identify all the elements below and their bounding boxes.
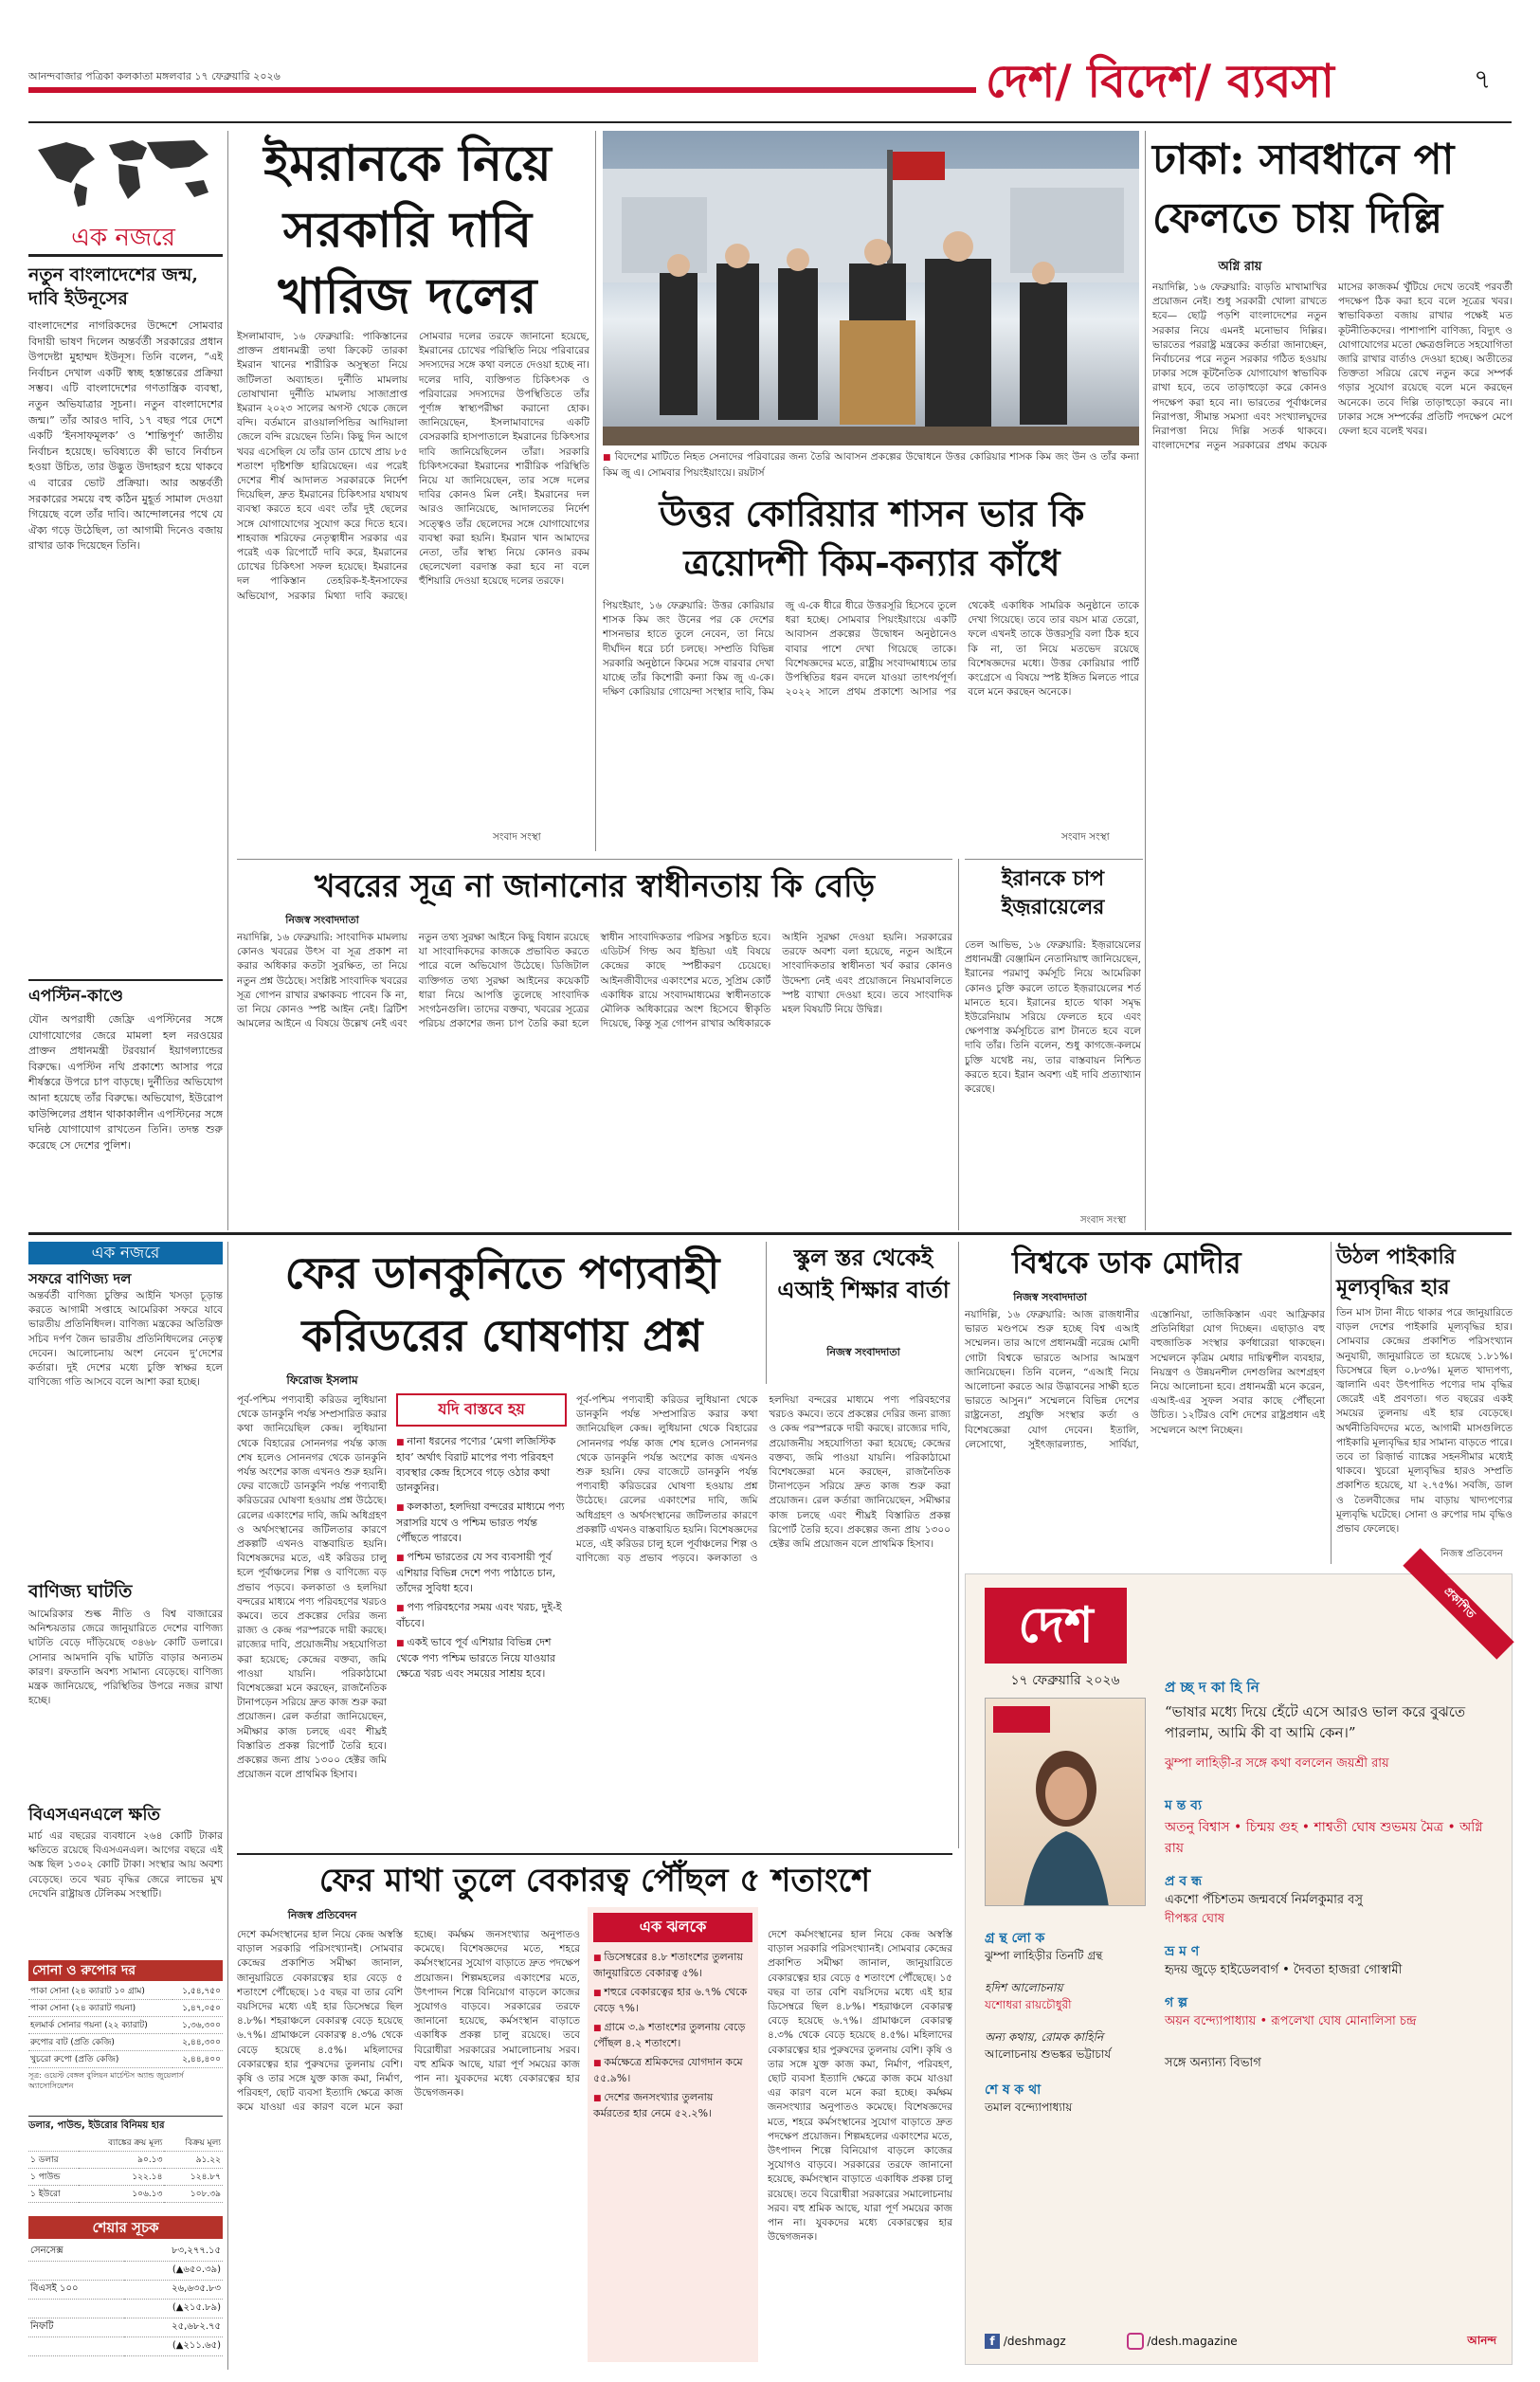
lead-headline: ইমরানকে নিয়ে সরকারি দাবি খারিজ দলের xyxy=(263,135,552,325)
iran-byline: সংবাদ সংস্থা xyxy=(1080,1215,1127,1226)
desh-sheshkatha-name: তমাল বন্দ্যোপাধ্যায় xyxy=(985,2100,1073,2114)
forex-row-buy: ৯০.১৩ xyxy=(79,2152,165,2169)
desh-galpa-names: অয়ন বন্দ্যোপাধ্যায় • রূপলেখা ঘোষ মোনালিসা চন্দ্র xyxy=(1165,2014,1417,2028)
jobs-rule xyxy=(237,1853,952,1855)
desh-published-badge: প্রকাশিত xyxy=(1403,1548,1513,1659)
jobs-box-item: ■ দেশের জনসংখ্যার তুলনায় কর্মরতের হার নেমে ৫২.২%। xyxy=(593,2090,752,2121)
jobs-box-item: ■ কর্মক্ষেত্রে শ্রমিকদের যোগদান কমে ৫৫.৯%। xyxy=(593,2055,752,2086)
desh-prabandha-text: একশো পঁচিশতম জন্মবর্ষে নির্মলকুমার বসু xyxy=(1165,1893,1363,1907)
masthead-rule xyxy=(28,87,976,93)
gold-row-value: ২,৪৪,৩০০ xyxy=(172,2034,223,2051)
trade-s3-body: মার্চ এর বছরের ব্যবধানে ২৬৪ কোটি টাকার ক্ষতিতে রয়েছে বিএসএনএল। আগের বছরে এই অঙ্ক ছিল ১৩০২ কোটি টাকা। সংস্থার আয় অবশ্য বেড়েছে। তবে খরচ বৃদ্ধির জেরে লাভের মুখ দেখেনি রাষ্ট্রায়ত্ত টেলিকম সংস্থাটি। xyxy=(28,1830,223,1900)
desh-logo: দেশ xyxy=(985,1588,1127,1664)
share-row xyxy=(28,2318,223,2337)
shares-table xyxy=(28,2243,223,2356)
page-divider xyxy=(28,1232,1512,1235)
iran-body: তেল আভিভ, ১৬ ফেব্রুয়ারি: ইজ়রায়েলের প্রধানমন্ত্রী বেঞ্জামিন নেতানিয়াহু জানিয়েছেন, ইরানের পরমাণু কর্মসূচি নিয়ে আমেরিকা কোনও চুক্তি করলে তাতে ইজ়রায়েলের শর্ত মানতে হবে। ইরানের হাতে থাকা সমৃদ্ধ ইউরেনিয়াম সরিয়ে ফেলতে হবে এবং ক্ষেপণাস্ত্র কর্মসূচিতে রাশ টানতে হবে বলে দাবি তাঁর। তিনি বলেন, শুধু কাগজে-কলমে চুক্তি যথেষ্ট নয়, তার বাস্তবায়ন নিশ্চিত করতে হবে। ইরান অবশ্য এই দাবি প্রত্যাখ্যান করেছে। xyxy=(965,939,1141,1096)
column-rule xyxy=(227,131,228,1230)
source-body: নয়াদিল্লি, ১৬ ফেব্রুয়ারি: সাংবাদিক মামলায় কোনও খবরের উৎস বা সূত্র প্রকাশ না করার অধিকার কতটা সুরক্ষিত, তা নিয়ে নতুন প্রশ্ন উঠেছে। সংশ্লিষ্ট সাংবাদিক খবরের সূত্র গোপন রাখার রক্ষাকবচ পাবেন কি না, তা নিয়ে কোনও স্পষ্ট আইন নেই। ব্রিটিশ আমলের আইনে এ বিষয়ে উল্লেখ নেই এবং নতুন তথ্য সুরক্ষা আইনে কিছু বিধান রয়েছে যা সাংবাদিকদের কাজকে প্রভাবিত করতে পারে বলে অভিযোগ উঠেছে। ডিজিটাল ব্যক্তিগত তথ্য সুরক্ষা আইনের কয়েকটি ধারা নিয়ে আপত্তি তুলেছে সাংবাদিক সংগঠনগুলি। তাদের বক্তব্য, খবরের সূত্রের পরিচয় প্রকাশের জন্য চাপ তৈরি করা হলে স্বাধীন সাংবাদিকতার পরিসর সঙ্কুচিত হবে। এডিটর্স গিল্ড অব ইন্ডিয়া এই বিষয়ে কেন্দ্রের কাছে স্পষ্টীকরণ চেয়েছে। আইনজীবীদের একাংশের মতে, সুপ্রিম কোর্ট একাধিক রায়ে সংবাদমাধ্যমের স্বাধীনতাকে মৌলিক অধিকারের অংশ হিসেবে স্বীকৃতি দিয়েছে, কিন্তু সূত্র গোপন রাখার অধিকারকে আইনি সুরক্ষা দেওয়া হয়নি। সরকারের তরফে অবশ্য বলা হয়েছে, নতুন আইনে সাংবাদিকতার স্বাধীনতা খর্ব করার কোনও উদ্দেশ্য নেই এবং প্রয়োজনে নিয়মাবলিতে স্পষ্ট ব্যাখ্যা দেওয়া হবে। তবে সাংবাদিক মহল বিষয়টি নিয়ে উদ্বিগ্ন। xyxy=(237,932,952,1030)
glance-story1-body: বাংলাদেশের নাগরিকদের উদ্দেশে সোমবার বিদায়ী ভাষণ দিলেন অন্তর্বর্তী সরকারের প্রধান উপদেষ্টা মুহাম্মদ ইউনূস। তিনি বলেন, “এই নির্বাচন দেখাল একটি স্বচ্ছ হস্তান্তরের প্রক্রিয়া সম্ভব। এটি বাংলাদেশের গণতান্ত্রিক ব্যবস্থা, নতুন অভিযাত্রার সূচনা। নতুন বাংলাদেশের জন্ম।” তাঁর আরও দাবি, ১৭ বছর পরে দেশে একটি ‘ইনসাফমূলক’ ও ‘শান্তিপূর্ণ’ জাতীয় নির্বাচন হয়েছে। ভবিষ্যতে কী ভাবে নির্বাচন হওয়া উচিত, তার উদ্ভুত উদাহরণ হয়ে থাকবে এ বারের ভোট প্রক্রিয়া। আর অন্তর্বর্তী সরকারের সময়ে বহু কঠিন মুহূর্ত সামাল দেওয়া গিয়েছে বলে তাঁর দাবি। আন্দোলনের পথে যে ঐক্য গড়ে উঠেছিল, তা আগামী দিনেও বজায় রাখার ডাক দিয়েছেন তিনি। xyxy=(28,319,223,553)
dhaka-author: অগ্নি রায় xyxy=(1218,260,1262,274)
desh-cover xyxy=(985,1698,1146,1906)
share-change-row xyxy=(28,2262,223,2281)
masthead xyxy=(0,0,1540,133)
gold-row xyxy=(28,2051,223,2068)
share-change: (▲২১৫.৮৯) xyxy=(124,2300,223,2318)
korea-headline: উত্তর কোরিয়ার শাসন ভার কি ত্রয়োদশী কিম-কন্যার কাঁধে xyxy=(659,492,1085,584)
trade-s1-headline: সফরে বাণিজ্য দল xyxy=(28,1270,132,1287)
section-title: দেশ/ বিদেশ/ ব্যবসা xyxy=(986,55,1334,108)
desh-galpa-extra: সঙ্গে অন্যান্য বিভাগ xyxy=(1165,2056,1261,2070)
forex-row-sell: ১২৪.৮৭ xyxy=(164,2169,223,2186)
share-label: নিফটি xyxy=(28,2318,124,2337)
column-rule xyxy=(1331,1242,1332,1564)
desh-granthalok: গ্র ন্থ লো ক xyxy=(985,1931,1045,1946)
ai-kicker: নিজস্ব সংবাদদাতা xyxy=(826,1346,900,1358)
gold-title: সোনা ও রুপোর দর xyxy=(28,1960,223,1981)
instagram-icon[interactable] xyxy=(1127,2333,1144,2350)
gold-row-label: রুপোর বাট (প্রতি কেজি) xyxy=(28,2034,172,2051)
jobs-kicker: নিজস্ব প্রতিবেদন xyxy=(287,1909,357,1921)
gold-row xyxy=(28,2000,223,2017)
jobs-box-title: এক ঝলকে xyxy=(593,1913,752,1942)
jobs-body-cont: দেশে কর্মসংস্থানের হাল নিয়ে কেন্দ্র অস্বস্তি বাড়াল সরকারি পরিসংখ্যানই। সোমবার কেন্দ্রের প্রকাশিত সমীক্ষা জানাল, জানুয়ারিতে বেকারত্বের হার বেড়ে ৫ শতাংশে পৌঁছেছে। ১৫ বছর বা তার বেশি বয়সিদের মধ্যে এই হার ডিসেম্বরে ছিল ৪.৮%। শহরাঞ্চলে বেকারত্ব বেড়ে হয়েছে ৬.৭%। গ্রামাঞ্চলে বেকারত্ব ৪.৩% থেকে বেড়ে হয়েছে ৪.৫%। মহিলাদের বেকারত্বের হার পুরুষদের তুলনায় বেশি। কৃষি ও তার সঙ্গে যুক্ত কাজ কমা, নির্মাণ, পরিবহণ, ছোট ব্যবসা ইত্যাদি ক্ষেত্রে কাজ কমে যাওয়া এর কারণ বলে মনে করা হচ্ছে। কর্মক্ষম জনসংখ্যার অনুপাতও কমেছে। বিশেষজ্ঞদের মতে, শহরে কর্মসংস্থানের সুযোগ বাড়াতে দ্রুত পদক্ষেপ প্রয়োজন। শিল্পমহলের একাংশের মতে, উৎপাদন শিল্পে বিনিয়োগ বাড়লে কাজের সুযোগও বাড়বে। সরকারের তরফে জানানো হয়েছে, কর্মসংস্থান বাড়াতে একাধিক প্রকল্প চালু রয়েছে। তবে বিরোধীরা সরকারের সমালোচনায় সরব। বহু শ্রমিক আছে, যারা পূর্ণ সময়ের কাজ পান না। যুবকদের মধ্যে বেকারত্বের হার উদ্বেগজনক। xyxy=(768,1929,952,2244)
desh-bhraman-text: হৃদয় জুড়ে হাইডেলবার্গ • দৈবতা হাজরা গোস্বামী xyxy=(1165,1963,1403,1977)
masthead-bottom-rule xyxy=(28,121,1512,123)
jobs-box-item: ■ শহুরে বেকারত্বের হার ৬.৭% থেকে বেড়ে ৭%। xyxy=(593,1985,752,2016)
share-change-row xyxy=(28,2300,223,2318)
photo-illustration xyxy=(603,131,1139,445)
dateline: আনন্দবাজার পত্রিকা কলকাতা মঙ্গলবার ১৭ ফেব্রুয়ারি ২০২৬ xyxy=(28,70,281,82)
anandabrand: আনন্দ xyxy=(1467,2334,1496,2347)
corridor-headline: ফের ডানকুনিতে পণ্যবাহী করিডরের ঘোষণায় প্রশ্ন xyxy=(284,1247,720,1361)
lead-body: ইসলামাবাদ, ১৬ ফেব্রুয়ারি: পাকিস্তানের প্রাক্তন প্রধানমন্ত্রী তথা ক্রিকেট তারকা ইমরান খানের শারীরিক অসুস্থতা নিয়ে জটিলতা অব্যাহত। দুর্নীতি মামলায় তোষাখানা দুর্নীতি মামলায় সাজাপ্রাপ্ত ইমরান ২০২৩ সালের অগস্ট থেকে জেলে বন্দি। বর্তমানে রাওয়ালপিন্ডির আদিয়ালা জেলে বন্দি রয়েছেন তিনি। কিছু দিন আগে খবর এসেছিল যে তাঁর ডান চোখে প্রায় ৮৫ শতাংশ দৃষ্টিশক্তি হারিয়েছেন। এর পরেই দেশের শীর্ষ আদালত সরকারকে নির্দেশ দিয়েছিল, দ্রুত ইমরানের চিকিৎসার যথাযথ ব্যবস্থা করতে হবে এবং তাঁর দুই ছেলের সঙ্গে যোগাযোগের সুযোগ করে দিতে হবে। শাহবাজ শরিফের নেতৃত্বাধীন সরকার এর পরেই এক রিপোর্টে দাবি করে, ইমরানের চোখের চিকিৎসা সফল হয়েছে। ইমরানের দল পাকিস্তান তেহরিক-ই-ইনসাফের অভিযোগ, সরকার মিথ্যা দাবি করছে। সোমবার দলের তরফে জানানো হয়েছে, ইমরানের চোখের পরিস্থিতি নিয়ে পরিবারের সদস্যদের সঙ্গে কথা বলতে দেওয়া হচ্ছে না। দলের দাবি, ব্যক্তিগত চিকিৎসক ও পরিবারের সদস্যদের উপস্থিতিতে তাঁর পূর্ণাঙ্গ স্বাস্থ্যপরীক্ষা করানো হোক। জানিয়েছেন, ইসলামাবাদের একটি বেসরকারি হাসপাতালে ইমরানের চিকিৎসার দাবি জানিয়েছিলেন তাঁরা। সরকারি চিকিৎসকেরা ইমরানের শারীরিক পরিস্থিতি নিয়ে যা জানিয়েছেন, তার সঙ্গে দলের দাবির কোনও মিল নেই। ইমরানের দল আরও জানিয়েছে, আদালতের নির্দেশ সত্ত্বেও তাঁর ছেলেদের সঙ্গে যোগাযোগের ব্যবস্থা করা হয়নি। ইমরান খান আমাদের নেতা, তাঁর স্বাস্থ্য নিয়ে কোনও রকম ছেলেখেলা বরদাস্ত করা হবে না বলে হুঁশিয়ারি দেওয়া হয়েছে দলের তরফে। xyxy=(237,331,589,602)
modi-body: নয়াদিল্লি, ১৬ ফেব্রুয়ারি: আজ রাজধানীর ভারত মণ্ডপমে শুরু হচ্ছে বিশ্ব এআই সম্মেলন। তার আগে প্রধানমন্ত্রী নরেন্দ্র মোদী গোটা বিশ্বকে ভারতে আসার আমন্ত্রণ জানিয়েছেন। তিনি বলেন, “এআই নিয়ে আলোচনা করতে আর উদ্ভাবনের সাক্ষী হতে ভারতে আসুন।” সম্মেলনে বিভিন্ন দেশের রাষ্ট্রনেতা, প্রযুক্তি সংস্থার কর্তা ও বিশেষজ্ঞেরা যোগ দেবেন। ইতালি, লেসোথো, সুইৎজ়ারল্যান্ড, সার্বিয়া, এস্তোনিয়া, তাজিকিস্তান এবং আফ্রিকার প্রতিনিধিরা যোগ দিচ্ছেন। এছাড়াও বহু বহুজাতিক সংস্থার কর্ণধারেরা থাকছেন। সম্মেলনে কৃত্রিম মেধার দায়িত্বশীল ব্যবহার, নিয়ন্ত্রণ ও উন্নয়নশীল দেশগুলির অংশগ্রহণ নিয়ে আলোচনা হবে। প্রধানমন্ত্রী মনে করেন, এআই-এর সুফল সবার কাছে পৌঁছনো উচিত। ১২টিরও বেশি দেশের রাষ্ট্রপ্রধান এই সম্মেলনে অংশ নিচ্ছেন। xyxy=(965,1309,1325,1450)
desh-anya: অন্য কথায়, রোমক কাহিনি xyxy=(985,2030,1104,2044)
gold-row xyxy=(28,1983,223,2000)
glance-story2-headline: এপস্টিন-কাণ্ডে xyxy=(28,987,124,1006)
share-value: ৮৩,২৭৭.১৫ xyxy=(124,2243,223,2262)
page-number: ৭ xyxy=(1474,64,1492,95)
column-rule xyxy=(766,1242,767,1384)
korea-byline: সংবাদ সংস্থা xyxy=(1061,831,1110,843)
forex-row-buy: ১০৬.১৩ xyxy=(79,2186,165,2203)
share-label: বিএসই ১০০ xyxy=(28,2281,124,2300)
desh-sheshkatha: শে ষ ক থা xyxy=(985,2082,1042,2098)
forex-head-buy: ব্যাঙ্কের ক্রয় মূল্য xyxy=(79,2135,165,2152)
gold-row-label: খুচরো রুপো (প্রতি কেজি) xyxy=(28,2051,172,2068)
gold-row-value: ১,৫৪,৭৫০ xyxy=(172,1983,223,2000)
glance-story1-headline: নতুন বাংলাদেশের জন্ম, দাবি ইউনূসের xyxy=(28,264,199,309)
corridor-body-col1: পূর্ব-পশ্চিম পণ্যবাহী করিডর লুধিয়ানা থেকে ডানকুনি পর্যন্ত সম্প্রসারিত করার কথা জানিয়েছিল কেন্দ্র। লুধিয়ানা থেকে বিহারের সোননগর পর্যন্ত কাজ শেষ হলেও সোননগর থেকে ডানকুনি পর্যন্ত অংশের কাজ এখনও শুরু হয়নি। ফের বাজেটে ডানকুনি পর্যন্ত পণ্যবাহী করিডরের ঘোষণা হওয়ায় প্রশ্ন উঠেছে। রেলের একাংশের দাবি, জমি অধিগ্রহণ ও অর্থসংস্থানের জটিলতার কারণে প্রকল্পটি এখনও বাস্তবায়িত হয়নি। বিশেষজ্ঞদের মতে, এই করিডর চালু হলে পূর্বাঞ্চলের শিল্প ও বাণিজ্যে বড় প্রভাব পড়বে। কলকাতা ও হলদিয়া বন্দরের মাধ্যমে পণ্য পরিবহণের খরচও কমবে। তবে প্রকল্পের দেরির জন্য রাজ্য ও কেন্দ্র পরস্পরকে দায়ী করছে। রাজ্যের দাবি, প্রয়োজনীয় সহযোগিতা করা হয়েছে; কেন্দ্রের বক্তব্য, জমি পাওয়া যায়নি। পরিকাঠামো বিশেষজ্ঞেরা মনে করছেন, রাজনৈতিক টানাপড়েন সরিয়ে দ্রুত কাজ শুরু করা প্রয়োজন। রেল কর্তারা জানিয়েছেন, সমীক্ষার কাজ চলছে এবং শীঘ্রই বিস্তারিত প্রকল্প রিপোর্ট তৈরি হবে। প্রকল্পের জন্য প্রায় ১৩০০ হেক্টর জমি প্রয়োজন বলে প্রাথমিক হিসাব। xyxy=(237,1394,387,1781)
ifreal-box xyxy=(396,1393,567,1846)
kim-photo xyxy=(603,131,1139,445)
desh-cover-title: প্র চ্ছ দ কা হি নি xyxy=(1165,1679,1259,1696)
forex-row xyxy=(28,2152,223,2169)
corridor-body-col3: পূর্ব-পশ্চিম পণ্যবাহী করিডর লুধিয়ানা থেকে ডানকুনি পর্যন্ত সম্প্রসারিত করার কথা জানিয়েছিল কেন্দ্র। লুধিয়ানা থেকে বিহারের সোননগর পর্যন্ত কাজ শেষ হলেও সোননগর থেকে ডানকুনি পর্যন্ত অংশের কাজ এখনও শুরু হয়নি। ফের বাজেটে ডানকুনি পর্যন্ত পণ্যবাহী করিডরের ঘোষণা হওয়ায় প্রশ্ন উঠেছে। রেলের একাংশের দাবি, জমি অধিগ্রহণ ও অর্থসংস্থানের জটিলতার কারণে প্রকল্পটি এখনও বাস্তবায়িত হয়নি। বিশেষজ্ঞদের মতে, এই করিডর চালু হলে পূর্বাঞ্চলের শিল্প ও বাণিজ্যে বড় প্রভাব পড়বে। কলকাতা ও হলদিয়া বন্দরের মাধ্যমে পণ্য পরিবহণের খরচও কমবে। তবে প্রকল্পের দেরির জন্য রাজ্য ও কেন্দ্র পরস্পরকে দায়ী করছে। রাজ্যের দাবি, প্রয়োজনীয় সহযোগিতা করা হয়েছে; কেন্দ্রের বক্তব্য, জমি পাওয়া যায়নি। পরিকাঠামো বিশেষজ্ঞেরা মনে করছেন, রাজনৈতিক টানাপড়েন সরিয়ে দ্রুত কাজ শুরু করা প্রয়োজন। রেল কর্তারা জানিয়েছেন, সমীক্ষার কাজ চলছে এবং শীঘ্রই বিস্তারিত প্রকল্প রিপোর্ট তৈরি হবে। প্রকল্পের জন্য প্রায় ১৩০০ হেক্টর জমি প্রয়োজন বলে প্রাথমিক হিসাব। xyxy=(576,1394,951,1565)
iran-headline: ইরানকে চাপ ইজ়রায়েলের xyxy=(1001,866,1105,919)
glance-rule xyxy=(28,254,223,257)
corridor-author: ফিরোজ ইসলাম xyxy=(286,1373,358,1387)
desh-social xyxy=(985,2333,1496,2355)
ifreal-title: যদি বাস্তবে হয় xyxy=(396,1393,567,1427)
photo-caption-text: বিদেশের মাটিতে নিহত সেনাদের পরিবারের জন্য তৈরি আবাসন প্রকল্পের উদ্বোধনে উত্তর কোরিয়ার শাসক কিম জং উন ও তাঁর কন্যা কিম জু এ। সোমবার পিয়ংইয়াংয়ে। রয়টার্স xyxy=(603,451,1139,479)
gold-row-value: ১,৪৭,০৫০ xyxy=(172,2000,223,2017)
ifreal-item: ■ পণ্য পরিবহণের সময় এবং খরচ, দুই-ই বাঁচবে। xyxy=(396,1600,567,1631)
modi-headline: বিশ্বকে ডাক মোদীর xyxy=(1012,1245,1241,1281)
world-map-icon xyxy=(28,131,218,211)
modi-kicker: নিজস্ব সংবাদদাতা xyxy=(1013,1291,1087,1303)
forex-row-label: ১ ইউরো xyxy=(28,2186,79,2203)
jobs-headline: ফের মাথা তুলে বেকারত্ব পৌঁছল ৫ শতাংশে xyxy=(318,1862,871,1900)
wholesale-byline: নিজস্ব প্রতিবেদন xyxy=(1440,1549,1503,1559)
facebook-handle[interactable]: /deshmagz xyxy=(1003,2335,1066,2348)
trade-glance-label: এক নজরে xyxy=(28,1242,223,1264)
column-rule xyxy=(227,1242,228,2370)
source-rule xyxy=(237,859,952,860)
jobs-box-item: ■ গ্রামে ৩.৯ শতাংশের তুলনায় বেড়ে পৌঁছল ৪.২ শতাংশে। xyxy=(593,2020,752,2051)
desh-bhraman: ভ্র ম ণ xyxy=(1165,1944,1200,1959)
forex-row xyxy=(28,2169,223,2186)
korea-body: পিয়ংইয়াং, ১৬ ফেব্রুয়ারি: উত্তর কোরিয়ার শাসক কিম জং উনের পর কে দেশের শাসনভার হাতে তুলে নেবেন, তা নিয়ে দীর্ঘদিন ধরে চর্চা চলছে। সম্প্রতি বিভিন্ন সরকারি অনুষ্ঠানে কিমের সঙ্গে বারবার দেখা যাচ্ছে তাঁর কিশোরী কন্যা কিম জু এ-কে। দক্ষিণ কোরিয়ার গোয়েন্দা সংস্থার দাবি, কিম জু এ-কে ধীরে ধীরে উত্তরসূরি হিসেবে তুলে ধরা হচ্ছে। সোমবার পিয়ংইয়াংয়ে একটি আবাসন প্রকল্পের উদ্বোধন অনুষ্ঠানেও বাবার পাশে দেখা গিয়েছে তাকে। বিশেষজ্ঞদের মতে, রাষ্ট্রীয় সংবাদমাধ্যমে তার উপস্থিতির ধরন বদলে যাওয়া তাৎপর্যপূর্ণ। ২০২২ সালে প্রথম প্রকাশ্যে আসার পর থেকেই একাধিক সামরিক অনুষ্ঠানে তাকে দেখা গিয়েছে। তবে তার বয়স মাত্র তেরো, ফলে এখনই তাকে উত্তরসূরি বলা ঠিক হবে কি না, তা নিয়ে মতভেদ রয়েছে বিশেষজ্ঞদের মধ্যে। উত্তর কোরিয়ার পার্টি কংগ্রেসে এ বিষয়ে স্পষ্ট ইঙ্গিত মিলতে পারে বলে মনে করছেন অনেকে। xyxy=(603,600,1139,699)
desh-hadish-name: যশোধরা রায়চৌধুরী xyxy=(985,1998,1072,2011)
ifreal-item: ■ পশ্চিম ভারতের যে সব ব্যবসায়ী পূর্ব এশিয়ার বিভিন্ন দেশে পণ্য পাঠাতে চান, তাঁদের সুবিধা হবে। xyxy=(396,1550,567,1596)
desh-cover-sub: ঝুম্পা লাহিড়ী-র সঙ্গে কথা বললেন জয়শ্রী রায় xyxy=(1165,1756,1389,1771)
iran-rule xyxy=(965,859,1143,860)
forex-row-sell: ১০৮.৩৯ xyxy=(164,2186,223,2203)
wholesale-headline: উঠল পাইকারি মূল্যবৃদ্ধির হার xyxy=(1336,1245,1456,1300)
share-value: ২৫,৬৮২.৭৫ xyxy=(124,2318,223,2337)
forex-head-sell: বিক্রয় মূল্য xyxy=(164,2135,223,2152)
gold-row-value: ১,৩৬,৩০০ xyxy=(172,2017,223,2034)
dhaka-headline: ঢাকা: সাবধানে পা ফেলতে চায় দিল্লি xyxy=(1152,136,1455,243)
trade-s3-headline: বিএসএনএলে ক্ষতি xyxy=(28,1805,161,1825)
share-value: ২৬,৬৩৫.৮৩ xyxy=(124,2281,223,2300)
facebook-icon[interactable]: f xyxy=(985,2334,1000,2349)
desh-granthalok-text: ঝুম্পা লাহিড়ীর তিনটি গ্রন্থ xyxy=(985,1949,1103,1962)
desh-date: ১৭ ফেব্রুয়ারি ২০২৬ xyxy=(1010,1673,1120,1688)
gold-row-value: ২,৪৪,৪০০ xyxy=(172,2051,223,2068)
gold-row xyxy=(28,2034,223,2051)
desh-prabandha: প্র ব ন্ধ xyxy=(1165,1874,1203,1889)
trade-s1-body: অন্তর্বর্তী বাণিজ্য চুক্তির আইনি খসড়া চূড়ান্ত করতে আগামী সপ্তাহে আমেরিকা সফরে যাবে ভারতীয় প্রতিনিধিদল। বাণিজ্য মন্ত্রকের অতিরিক্ত সচিব দর্পণ জৈন ভারতীয় প্রতিনিধিদলের নেতৃত্ব দেবেন। আলোচনায় অংশ নেবেন দু’দেশের কর্তারা। দুই দেশের মধ্যে চুক্তি স্বাক্ষর হলে বাণিজ্যে গতি আসবে বলে আশা করা হচ্ছে। xyxy=(28,1290,223,1389)
lead-byline: সংবাদ সংস্থা xyxy=(493,831,541,843)
gold-table xyxy=(28,1983,223,2091)
cover-portrait xyxy=(986,1699,1146,1906)
ifreal-item: ■ নানা ধরনের পণ্যের ‘মেগা লজিস্টিক হাব’ অর্থাৎ বিরাট মাপের পণ্য পরিবহণ ব্যবস্থার কেন্দ্র হিসেবে গড়ে ওঠার কথা ডানকুনির। xyxy=(396,1434,567,1496)
glance-divider xyxy=(28,979,223,981)
share-change-row xyxy=(28,2337,223,2356)
desh-mantabya: ম ন্ত ব্য xyxy=(1165,1798,1203,1813)
forex-title: ডলার, পাউন্ড, ইউরোর বিনিময় হার xyxy=(28,2116,223,2135)
forex-row-label: ১ ডলার xyxy=(28,2152,79,2169)
share-row xyxy=(28,2281,223,2300)
desh-prabandha-author: দীপঙ্কর ঘোষ xyxy=(1165,1912,1225,1926)
source-headline: খবরের সূত্র না জানানোর স্বাধীনতায় কি বেড়ি xyxy=(314,867,876,904)
gold-source: সূত্র: ওয়েস্ট বেঙ্গল বুলিয়ন মার্চেন্টস অ্যান্ড জুয়েলার্স অ্যাসোসিয়েশন xyxy=(28,2071,184,2090)
instagram-handle[interactable]: /desh.magazine xyxy=(1147,2335,1238,2348)
desh-cover-quote: “ভাষার মধ্যে দিয়ে হেঁটে এসে আরও ভাল করে বুঝতে পারলাম, আমি কী বা আমি কেন।” xyxy=(1165,1703,1466,1741)
dhaka-body: নয়াদিল্লি, ১৬ ফেব্রুয়ারি: বাড়তি মাখামাখির প্রয়োজন নেই। শুধু সরকারী খোলা রাখতে হবে— ছোট্ট পড়শি বাংলাদেশের নতুন সরকার নিয়ে এমনই মনোভাব দিল্লির। ভারতের পররাষ্ট্র মন্ত্রকের কর্তারা জানাচ্ছেন, নির্বাচনের পরে নতুন সরকার গঠিত হওয়ায় ঢাকার সঙ্গে কূটনৈতিক যোগাযোগ স্বাভাবিক রাখা হবে, তবে তাড়াহুড়ো করে কোনও পদক্ষেপ করা হবে না। ভারতের পূর্বাঞ্চলের নিরাপত্তা, সীমান্ত সমস্যা এবং সংখ্যালঘুদের নিরাপত্তা নিয়ে দিল্লি সতর্ক থাকবে। বাংলাদেশের নতুন সরকারের প্রথম কয়েক মাসের কাজকর্ম খুঁটিয়ে দেখে তবেই পরবর্তী পদক্ষেপ ঠিক করা হবে বলে সূত্রের খবর। স্বাভাবিকতা বজায় রাখার পক্ষেই মত কূটনীতিকদের। পাশাপাশি বাণিজ্য, বিদ্যুৎ ও যোগাযোগের মতো ক্ষেত্রগুলিতে সহযোগিতা জারি রাখার বার্তাও দেওয়া হচ্ছে। অতীতের তিক্ততা সরিয়ে রেখে নতুন করে সম্পর্ক গড়ার সুযোগ রয়েছে বলে মনে করছেন অনেকে। তবে দিল্লি তাড়াহুড়ো করবে না। ঢাকার সঙ্গে সম্পর্কের প্রতিটি পদক্ষেপ মেপে ফেলা হবে বলেই খবর। xyxy=(1152,282,1513,452)
wholesale-body: তিন মাস টানা নীচে থাকার পরে জানুয়ারিতে বাড়ল দেশের পাইকারি মূল্যবৃদ্ধির হার। সোমবার কেন্দ্রের প্রকাশিত পরিসংখ্যান অনুযায়ী, জানুয়ারিতে তা হয়েছে ১.৮১%। ডিসেম্বরে ছিল ০.৮৩%। মূলত খাদ্যপণ্য, জ্বালানি এবং উৎপাদিত পণ্যের দাম বৃদ্ধির জেরেই এই প্রবণতা। গত বছরের একই সময়ের তুলনায় এই হার বেড়েছে। অর্থনীতিবিদদের মতে, আগামী মাসগুলিতে পাইকারি মূল্যবৃদ্ধির হার সামান্য বাড়তে পারে। তবে তা রিজ়ার্ভ ব্যাঙ্কের সহনসীমার মধ্যেই থাকবে। খুচরো মূল্যবৃদ্ধির হারও সম্প্রতি প্রকাশিত হয়েছে, যা ২.৭৫%। সবজি, ডাল ও তৈলবীজের দাম বাড়ায় খাদ্যপণ্যের মূল্যবৃদ্ধি ঘটেছে। সোনা ও রুপোর দাম বৃদ্ধিও প্রভাব ফেলেছে। xyxy=(1336,1307,1513,1536)
forex-row-sell: ৯১.২২ xyxy=(164,2152,223,2169)
photo-caption: ■ বিদেশের মাটিতে নিহত সেনাদের পরিবারের জন্য তৈরি আবাসন প্রকল্পের উদ্বোধনে উত্তর কোরিয়ার শাসক কিম জং উন ও তাঁর কন্যা কিম জু এ। সোমবার পিয়ংইয়াংয়ে। রয়টার্স xyxy=(603,451,1139,479)
source-kicker: নিজস্ব সংবাদদাতা xyxy=(285,914,359,926)
desh-galpa: গ ল্প xyxy=(1165,1995,1188,2010)
ifreal-item: ■ একই ভাবে পূর্ব এশিয়ার বিভিন্ন দেশ থেকে পণ্য পশ্চিম ভারতে নিয়ে যাওয়ার ক্ষেত্রে খরচ এবং সময়ের সাশ্রয় হবে। xyxy=(396,1635,567,1682)
forex-row xyxy=(28,2186,223,2203)
share-label: সেনসেক্স xyxy=(28,2243,124,2262)
jobs-box-item: ■ ডিসেম্বরের ৪.৮ শতাংশের তুলনায় জানুয়ারিতে বেকারত্ব ৫%। xyxy=(593,1950,752,1981)
gold-row-label: পাকা সোনা (২৪ ক্যারাট ১০ গ্রাম) xyxy=(28,1983,172,2000)
trade-s2-headline: বাণিজ্য ঘাটতি xyxy=(28,1581,133,1602)
forex-head xyxy=(28,2135,223,2152)
share-row xyxy=(28,2243,223,2262)
shares-title: শেয়ার সূচক xyxy=(28,2216,223,2239)
ai-headline: স্কুল স্তর থেকেই এআই শিক্ষার বার্তা xyxy=(777,1244,950,1303)
trade-glance-column xyxy=(28,1242,223,2370)
column-rule xyxy=(1145,131,1146,1230)
desh-mantabya-names: অতনু বিশ্বাস • চিন্ময় গুহ • শাশ্বতী ঘোষ শুভময় মৈত্র • অগ্নি রায় xyxy=(1165,1820,1483,1856)
gold-row xyxy=(28,2017,223,2034)
desh-anya-text: আলোচনায় শুভঙ্কর ভট্টাচার্য xyxy=(985,2047,1112,2061)
forex-row-label: ১ পাউন্ড xyxy=(28,2169,79,2186)
column-rule xyxy=(958,1242,959,1848)
glance-label: এক নজরে xyxy=(71,224,175,252)
trade-s2-body: আমেরিকার শুল্ক নীতি ও বিশ্ব বাজারের অনিশ্চয়তার জেরে জানুয়ারিতে দেশের বাণিজ্য ঘাটতি বেড়ে দাঁড়িয়েছে ৩৪৬৮ কোটি ডলারে। সোনার আমদানি বৃদ্ধি ঘাটতি বাড়ার অন্যতম কারণ। রফতানি অবশ্য সামান্য বেড়েছে। বাণিজ্য মন্ত্রক জানিয়েছে, পরিস্থিতির উপরে নজর রাখা হচ্ছে। xyxy=(28,1609,223,1707)
column-rule xyxy=(958,859,959,1230)
glance-story2-body: যৌন অপরাধী জেফ্রি এপস্টিনের সঙ্গে যোগাযোগের জেরে মামলা হল নরওয়ের প্রাক্তন প্রধানমন্ত্রী টরবয়ার্ন ইয়াগল্যান্ডের বিরুদ্ধে। এপস্টিন নথি প্রকাশ্যে আসার পরে শীর্ষস্তরে উপরে চাপ বাড়ছে। দুর্নীতির অভিযোগ আনা হয়েছে তাঁর বিরুদ্ধে। অভিযোগ, ইউরোপ কাউন্সিলের প্রধান থাকাকালীন এপস্টিনের সঙ্গে ঘনিষ্ঠ যোগাযোগ রাখতেন তিনি। তদন্ত শুরু করেছে সে দেশের পুলিশ। xyxy=(28,1013,223,1152)
share-change: (▲৬৫০.৩৯) xyxy=(124,2262,223,2281)
gold-row-label: হলমার্ক সোনার গয়না (২২ ক্যারাট) xyxy=(28,2017,172,2034)
forex-row-buy: ১২২.১৪ xyxy=(79,2169,165,2186)
column-rule xyxy=(595,131,596,851)
desh-hadish: হদিশ আলোচনায় xyxy=(985,1981,1063,1994)
share-change: (▲২১১.৬৫) xyxy=(124,2337,223,2356)
glance-column xyxy=(28,131,223,1230)
jobs-box xyxy=(588,1907,758,2362)
jobs-body: দেশে কর্মসংস্থানের হাল নিয়ে কেন্দ্র অস্বস্তি বাড়াল সরকারি পরিসংখ্যানই। সোমবার কেন্দ্রের প্রকাশিত সমীক্ষা জানাল, জানুয়ারিতে বেকারত্বের হার বেড়ে ৫ শতাংশে পৌঁছেছে। ১৫ বছর বা তার বেশি বয়সিদের মধ্যে এই হার ডিসেম্বরে ছিল ৪.৮%। শহরাঞ্চলে বেকারত্ব বেড়ে হয়েছে ৬.৭%। গ্রামাঞ্চলে বেকারত্ব ৪.৩% থেকে বেড়ে হয়েছে ৪.৫%। মহিলাদের বেকারত্বের হার পুরুষদের তুলনায় বেশি। কৃষি ও তার সঙ্গে যুক্ত কাজ কমা, নির্মাণ, পরিবহণ, ছোট ব্যবসা ইত্যাদি ক্ষেত্রে কাজ কমে যাওয়া এর কারণ বলে মনে করা হচ্ছে। কর্মক্ষম জনসংখ্যার অনুপাতও কমেছে। বিশেষজ্ঞদের মতে, শহরে কর্মসংস্থানের সুযোগ বাড়াতে দ্রুত পদক্ষেপ প্রয়োজন। শিল্পমহলের একাংশের মতে, উৎপাদন শিল্পে বিনিয়োগ বাড়লে কাজের সুযোগও বাড়বে। সরকারের তরফে জানানো হয়েছে, কর্মসংস্থান বাড়াতে একাধিক প্রকল্প চালু রয়েছে। তবে বিরোধীরা সরকারের সমালোচনায় সরব। বহু শ্রমিক আছে, যারা পূর্ণ সময়ের কাজ পান না। যুবকদের মধ্যে বেকারত্বের হার উদ্বেগজনক। xyxy=(237,1929,580,2114)
ifreal-item: ■ কলকাতা, হলদিয়া বন্দরের মাধ্যমে পণ্য সরাসরি যথে ও পশ্চিম ভারত পর্যন্ত পৌঁছতে পারবে। xyxy=(396,1500,567,1546)
forex-table xyxy=(28,2116,223,2203)
desh-promo xyxy=(965,1573,1513,2365)
gold-row-label: পাকা সোনা (২৪ ক্যারাট গয়না) xyxy=(28,2000,172,2017)
